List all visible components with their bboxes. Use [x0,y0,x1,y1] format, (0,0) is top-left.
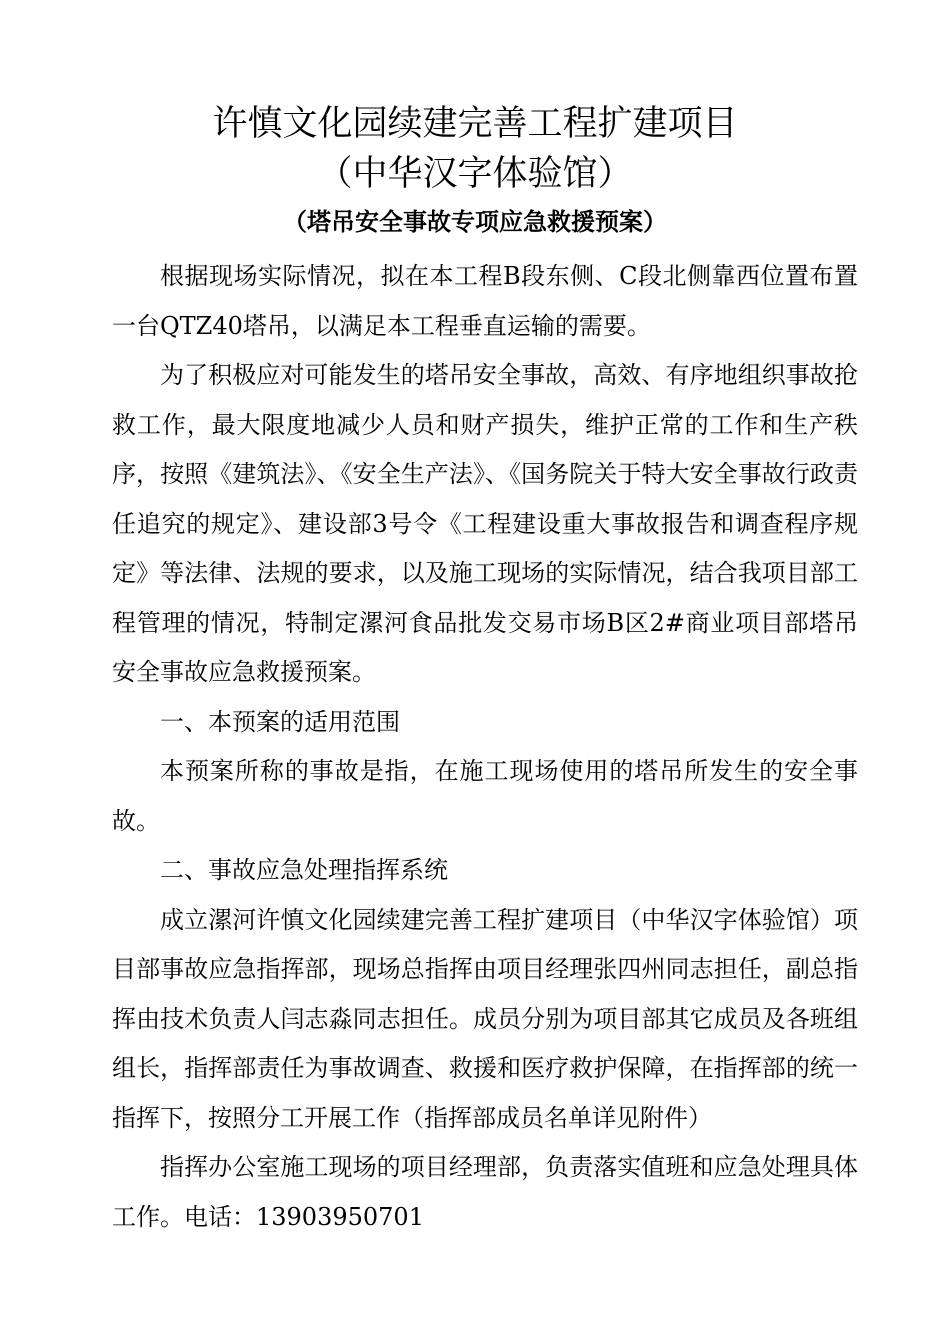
document-subtitle: （塔吊安全事故专项应急救援预案） [283,208,667,236]
document-body [112,252,858,1242]
paragraph-scope: 本预案所称的事故是指，在施工现场使用的塔吊所发生的安全事故。 [112,757,858,835]
paragraph-command: 成立漯河许慎文化园续建完善工程扩建项目（中华汉字体验馆）项目部事故应急指挥部，现场总指挥由项目经理张四州同志担任，副总指挥由技术负责人闫志淼同志担任。成员分别为项目部其它成员及各班组组长，指挥部责任为事故调查、救援和医疗救护保障，在指挥部的统一指挥下，按照分工开展工作（指挥部成员名单详见附件） [112,905,858,1132]
document-title-line2: （中华汉字体验馆） [317,154,633,194]
paragraph-office: 指挥办公室施工现场的项目经理部，负责落实值班和应急处理具体工作。电话：13903950701 [112,1153,858,1231]
paragraph-purpose: 为了积极应对可能发生的塔吊安全事故，高效、有序地组织事故抢救工作，最大限度地减少人员和财产损失，维护正常的工作和生产秩序，按照《建筑法》、《安全生产法》、《国务院关于特大安全事故行政责任追究的规定》、建设部3号令《工程建设重大事故报告和调查程序规定》等法律、法规的要求，以及施工现场的实际情况，结合我项目部工程管理的情况，特制定漯河食品批发交易市场B区2#商业项目部塔吊安全事故应急救援预案。 [112,361,858,686]
section-heading-command: 二、事故应急处理指挥系统 [160,856,448,884]
paragraph-intro: 根据现场实际情况，拟在本工程B段东侧、C段北侧靠西位置布置一台QTZ40塔吊，以满足本工程垂直运输的需要。 [112,262,858,340]
document-title-line1: 许慎文化园续建完善工程扩建项目 [212,104,738,144]
section-heading-scope: 一、本预案的适用范围 [160,707,400,736]
